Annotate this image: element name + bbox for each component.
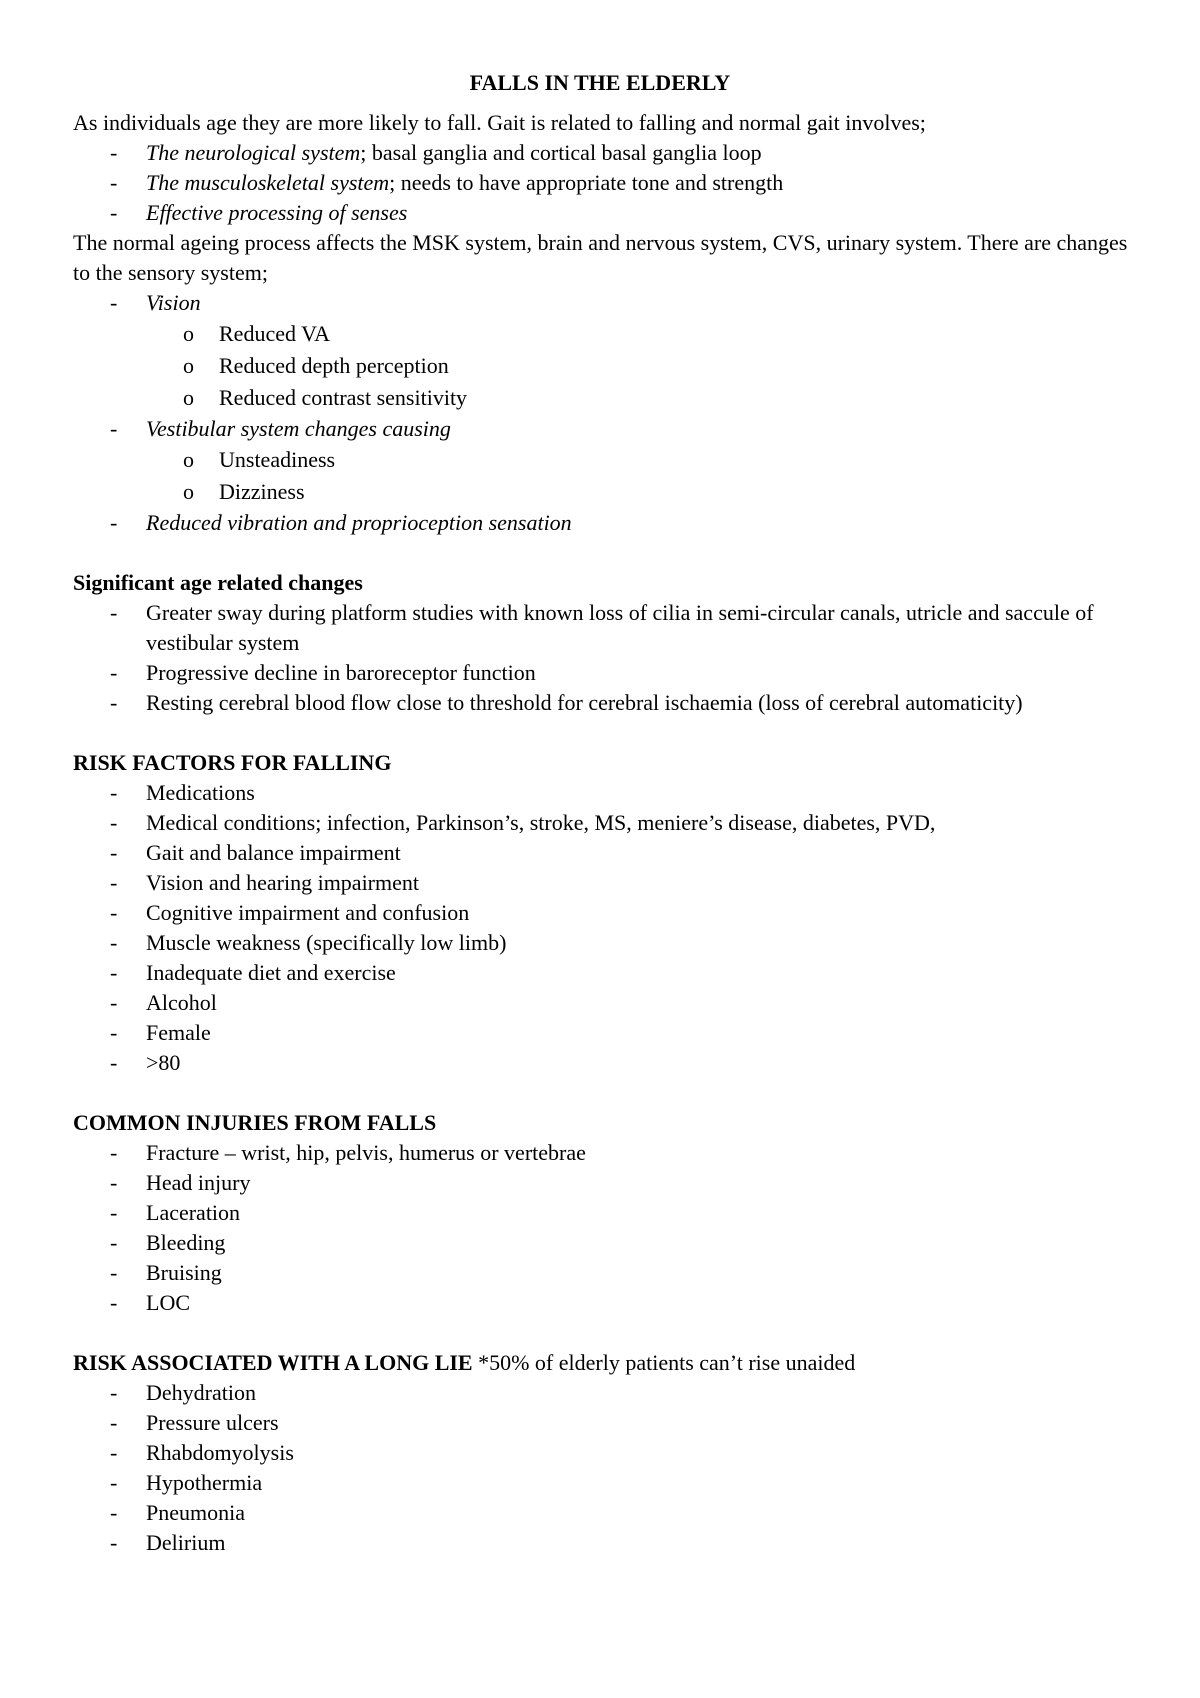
item-text: Medications (146, 780, 255, 805)
intro-paragraph: As individuals age they are more likely to fall. Gait is related to falling and normal gait involves; (73, 110, 926, 135)
list-item (73, 414, 1133, 444)
item-text: Gait and balance impairment (146, 840, 401, 865)
list-item (73, 1228, 1133, 1258)
dash-marker: - (110, 1200, 118, 1225)
dash-marker: - (110, 290, 118, 315)
item-italic: The musculoskeletal system (146, 170, 390, 195)
sub-list-item (73, 318, 1133, 350)
circle-marker: o (183, 353, 194, 378)
item-text: Greater sway during platform studies with known loss of cilia in semi-circular canals, utricle and saccule of vestibular system (146, 600, 1094, 655)
dash-marker: - (110, 990, 118, 1015)
gait-list (73, 138, 1133, 228)
sub-list-item (73, 476, 1133, 508)
list-item (73, 1438, 1133, 1468)
item-text: Unsteadiness (219, 447, 336, 472)
long-lie-list (73, 1378, 1133, 1558)
item-text: Pressure ulcers (146, 1410, 279, 1435)
item-italic: Reduced vibration and proprioception sensation (146, 510, 572, 535)
item-italic: The neurological system (146, 140, 361, 165)
item-text: Medical conditions; infection, Parkinson’s, stroke, MS, meniere’s disease, diabetes, PVD, (146, 810, 936, 835)
list-item (73, 928, 1133, 958)
dash-marker: - (110, 1500, 118, 1525)
item-italic: Effective processing of senses (146, 200, 408, 225)
list-item (73, 1018, 1133, 1048)
item-text: Bleeding (146, 1230, 226, 1255)
risk-factors-list (73, 778, 1133, 1078)
dash-marker: - (110, 1020, 118, 1045)
list-item (73, 1528, 1133, 1558)
list-item (73, 1168, 1133, 1198)
item-text: Reduced depth perception (219, 353, 449, 378)
dash-marker: - (110, 1470, 118, 1495)
list-item (73, 808, 1133, 838)
item-text: Laceration (146, 1200, 241, 1225)
item-text: Bruising (146, 1260, 222, 1285)
list-item (73, 1288, 1133, 1318)
spacer (73, 1078, 1133, 1108)
dash-marker: - (110, 1230, 118, 1255)
list-item (73, 198, 1133, 228)
dash-marker: - (110, 416, 118, 441)
item-text: Reduced VA (219, 321, 331, 346)
circle-marker: o (183, 479, 194, 504)
dash-marker: - (110, 690, 118, 715)
circle-marker: o (183, 447, 194, 472)
dash-marker: - (110, 170, 118, 195)
item-text: Muscle weakness (specifically low limb) (146, 930, 507, 955)
item-text: Dehydration (146, 1380, 256, 1405)
item-text: Hypothermia (146, 1470, 263, 1495)
list-item (73, 1498, 1133, 1528)
item-text: ; basal ganglia and cortical basal ganglia loop (360, 140, 762, 165)
spacer (73, 718, 1133, 748)
section-heading-long-lie: RISK ASSOCIATED WITH A LONG LIE (73, 1350, 473, 1375)
list-item (73, 508, 1133, 538)
item-italic: Vestibular system changes causing (146, 416, 451, 441)
list-item (73, 688, 1133, 718)
section-heading-injuries: COMMON INJURIES FROM FALLS (73, 1110, 437, 1135)
list-item (73, 898, 1133, 928)
dash-marker: - (110, 930, 118, 955)
item-text: Reduced contrast sensitivity (219, 385, 468, 410)
long-lie-heading-line (73, 1348, 1133, 1378)
item-text: Progressive decline in baroreceptor function (146, 660, 536, 685)
list-item (73, 598, 1133, 658)
item-italic: Vision (146, 290, 201, 315)
item-text: Head injury (146, 1170, 251, 1195)
dash-marker: - (110, 510, 118, 535)
item-text: LOC (146, 1290, 190, 1315)
dash-marker: - (110, 1530, 118, 1555)
item-text: Pneumonia (146, 1500, 245, 1525)
item-text: Female (146, 1020, 211, 1045)
item-text: Dizziness (219, 479, 305, 504)
list-item (73, 958, 1133, 988)
item-text: Rhabdomyolysis (146, 1440, 294, 1465)
dash-marker: - (110, 810, 118, 835)
dash-marker: - (110, 140, 118, 165)
list-item (73, 658, 1133, 688)
list-item (73, 168, 1133, 198)
list-item (73, 1378, 1133, 1408)
sub-list-item (73, 444, 1133, 476)
section-heading-significant: Significant age related changes (73, 570, 363, 595)
list-item (73, 1408, 1133, 1438)
item-text: Resting cerebral blood flow close to threshold for cerebral ischaemia (loss of cerebral automaticity) (146, 690, 1023, 715)
dash-marker: - (110, 1170, 118, 1195)
dash-marker: - (110, 960, 118, 985)
list-item (73, 1468, 1133, 1498)
document-title: FALLS IN THE ELDERLY (469, 70, 731, 95)
dash-marker: - (110, 840, 118, 865)
significant-list (73, 598, 1133, 718)
dash-marker: - (110, 870, 118, 895)
item-text: ; needs to have appropriate tone and strength (389, 170, 784, 195)
dash-marker: - (110, 200, 118, 225)
ageing-paragraph: The normal ageing process affects the MSK system, brain and nervous system, CVS, urinary system. There are changes to the sensory system; (73, 230, 1128, 285)
dash-marker: - (110, 1260, 118, 1285)
dash-marker: - (110, 1440, 118, 1465)
item-text: Inadequate diet and exercise (146, 960, 396, 985)
list-item (73, 288, 1133, 318)
list-item (73, 1138, 1133, 1168)
dash-marker: - (110, 900, 118, 925)
dash-marker: - (110, 1410, 118, 1435)
injuries-list (73, 1138, 1133, 1318)
sub-list-item (73, 350, 1133, 382)
spacer (73, 98, 1133, 108)
circle-marker: o (183, 385, 194, 410)
item-text: Cognitive impairment and confusion (146, 900, 470, 925)
dash-marker: - (110, 1050, 118, 1075)
sub-list-item (73, 382, 1133, 414)
dash-marker: - (110, 1380, 118, 1405)
circle-marker: o (183, 321, 194, 346)
dash-marker: - (110, 660, 118, 685)
section-heading-risk-factors: RISK FACTORS FOR FALLING (73, 750, 392, 775)
sensory-list (73, 288, 1133, 538)
spacer (73, 1318, 1133, 1348)
list-item (73, 1258, 1133, 1288)
list-item (73, 1048, 1133, 1078)
list-item (73, 138, 1133, 168)
item-text: >80 (146, 1050, 181, 1075)
list-item (73, 1198, 1133, 1228)
dash-marker: - (110, 1140, 118, 1165)
list-item (73, 778, 1133, 808)
dash-marker: - (110, 780, 118, 805)
item-text: Alcohol (146, 990, 217, 1015)
long-lie-note: *50% of elderly patients can’t rise unaided (472, 1350, 856, 1375)
list-item (73, 838, 1133, 868)
list-item (73, 988, 1133, 1018)
spacer (73, 538, 1133, 568)
dash-marker: - (110, 600, 118, 625)
item-text: Delirium (146, 1530, 226, 1555)
document-page (73, 68, 1133, 1558)
list-item (73, 868, 1133, 898)
dash-marker: - (110, 1290, 118, 1315)
item-text: Fracture – wrist, hip, pelvis, humerus or vertebrae (146, 1140, 586, 1165)
item-text: Vision and hearing impairment (146, 870, 420, 895)
